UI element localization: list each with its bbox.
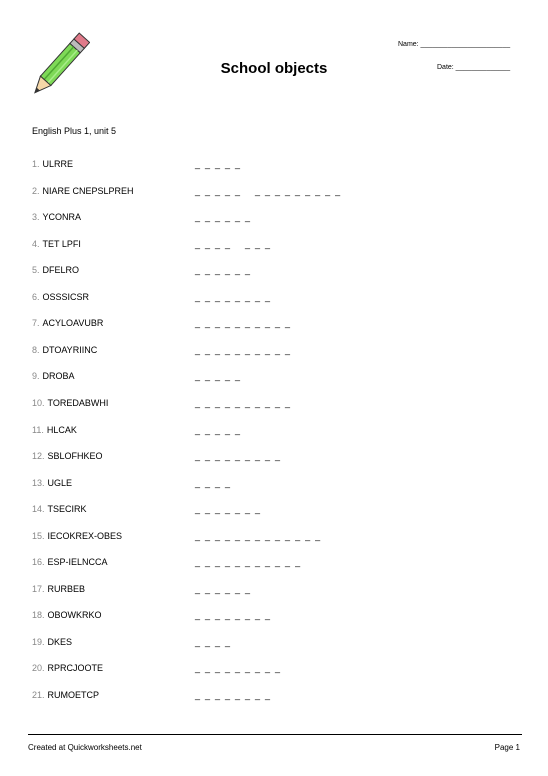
item-number: 7.: [32, 318, 40, 329]
exercise-row: [32, 690, 522, 702]
scrambled-word: SBLOFHKEO: [47, 451, 103, 462]
item-number: 2.: [32, 185, 40, 196]
item-number: 21.: [32, 690, 45, 700]
scrambled-word: DFELRO: [42, 265, 80, 276]
answer-blanks: _ _ _ _ _ _ _ _: [195, 610, 271, 621]
answer-blanks: _ _ _ _ _: [195, 424, 241, 435]
answer-blanks: _ _ _ _ _ _ _ _ _ _: [195, 397, 291, 408]
item-number: 8.: [32, 344, 40, 355]
exercise-row: [32, 159, 522, 171]
scrambled-word: RPRCJOOTE: [47, 663, 104, 674]
scrambled-word: HLCAK: [46, 424, 77, 435]
item-number: 1.: [32, 159, 40, 169]
exercise-row: [32, 637, 522, 649]
exercise-row: [32, 186, 522, 198]
answer-blanks: _ _ _ _: [195, 477, 231, 488]
item-number: 12.: [32, 451, 45, 462]
answer-blanks: _ _ _ _ _ _ _ _: [195, 291, 271, 302]
page-title: School objects: [220, 60, 328, 77]
item-number: 4.: [32, 238, 40, 249]
exercise-row: [32, 398, 522, 410]
exercise-row: [32, 318, 522, 330]
exercise-row: [32, 531, 522, 543]
exercise-row: [32, 292, 522, 304]
exercise-row: [32, 425, 522, 437]
exercise-row: [32, 663, 522, 675]
answer-blanks: _ _ _ _ _ _ _ _ _ _: [195, 344, 291, 355]
exercise-row: [32, 371, 522, 383]
footer-divider: [28, 734, 522, 735]
scrambled-word: OBOWKRKO: [47, 610, 102, 621]
answer-blanks: _ _ _ _ _ _ _: [195, 504, 261, 515]
item-number: 18.: [32, 610, 45, 621]
item-number: 16.: [32, 557, 45, 568]
scrambled-word: TSECIRK: [47, 504, 87, 515]
item-number: 6.: [32, 291, 40, 302]
scrambled-word: YCONRA: [42, 212, 82, 223]
item-number: 17.: [32, 583, 45, 594]
scrambled-word: IECOKREX-OBES: [47, 530, 123, 541]
scrambled-word: RUMOETCP: [47, 690, 100, 700]
answer-blanks: _ _ _ _ _ _ _ _ _ _ _ _ _: [195, 530, 321, 541]
item-number: 15.: [32, 530, 45, 541]
answer-blanks: _ _ _ _ _ _ _ _ _: [195, 663, 281, 674]
scrambled-word: UGLE: [47, 477, 73, 488]
scrambled-word: DTOAYRIINC: [42, 344, 98, 355]
answer-blanks: _ _ _ _ _ _: [195, 265, 251, 276]
item-number: 19.: [32, 636, 45, 647]
exercise-row: [32, 557, 522, 569]
scrambled-word: DKES: [47, 636, 73, 647]
answer-blanks: _ _ _ _ _ _ _ _ _ _: [195, 318, 291, 329]
name-field-label: Name: _______________________: [398, 41, 511, 48]
answer-blanks: _ _ _ _ _ _ _ _ _ _ _ _ _ _: [195, 185, 341, 196]
exercise-row: [32, 584, 522, 596]
exercise-row: [32, 451, 522, 463]
scrambled-word: NIARE CNEPSLPREH: [42, 185, 134, 196]
exercise-row: [32, 478, 522, 490]
date-field-label: Date: ______________: [437, 64, 511, 71]
exercise-row: [32, 212, 522, 224]
item-number: 5.: [32, 265, 40, 276]
item-number: 9.: [32, 371, 40, 382]
answer-blanks: _ _ _ _ _ _: [195, 212, 251, 223]
item-number: 13.: [32, 477, 45, 488]
answer-blanks: _ _ _ _ _ _ _ _ _ _ _: [195, 557, 301, 568]
item-number: 3.: [32, 212, 40, 223]
item-number: 10.: [32, 397, 45, 408]
scrambled-word: ACYLOAVUBR: [42, 318, 104, 329]
scrambled-word: ULRRE: [42, 159, 74, 169]
item-number: 20.: [32, 663, 45, 674]
exercise-row: [32, 239, 522, 251]
scrambled-word: OSSSICSR: [42, 291, 90, 302]
exercise-row: [32, 504, 522, 516]
exercise-row: [32, 345, 522, 357]
scrambled-word: DROBA: [42, 371, 75, 382]
scrambled-word: TOREDABWHI: [47, 397, 109, 408]
answer-blanks: _ _ _ _: [195, 636, 231, 647]
answer-blanks: _ _ _ _ _: [195, 371, 241, 382]
worksheet-subtitle: English Plus 1, unit 5: [32, 126, 117, 136]
exercise-row: [32, 610, 522, 622]
scrambled-word: ESP-IELNCCA: [47, 557, 108, 568]
footer-credit: Created at Quickworksheets.net: [28, 743, 142, 752]
exercise-row: [32, 265, 522, 277]
scrambled-word: TET LPFI: [42, 238, 81, 249]
page-number: Page 1: [494, 743, 520, 752]
answer-blanks: _ _ _ _ _ _ _ _: [195, 690, 271, 700]
answer-blanks: _ _ _ _ _: [195, 159, 241, 169]
item-number: 11.: [32, 424, 44, 435]
item-number: 14.: [32, 504, 45, 515]
answer-blanks: _ _ _ _ _ _ _: [195, 238, 271, 249]
answer-blanks: _ _ _ _ _ _ _ _ _: [195, 451, 281, 462]
scrambled-word: RURBEB: [47, 583, 86, 594]
answer-blanks: _ _ _ _ _ _: [195, 583, 251, 594]
